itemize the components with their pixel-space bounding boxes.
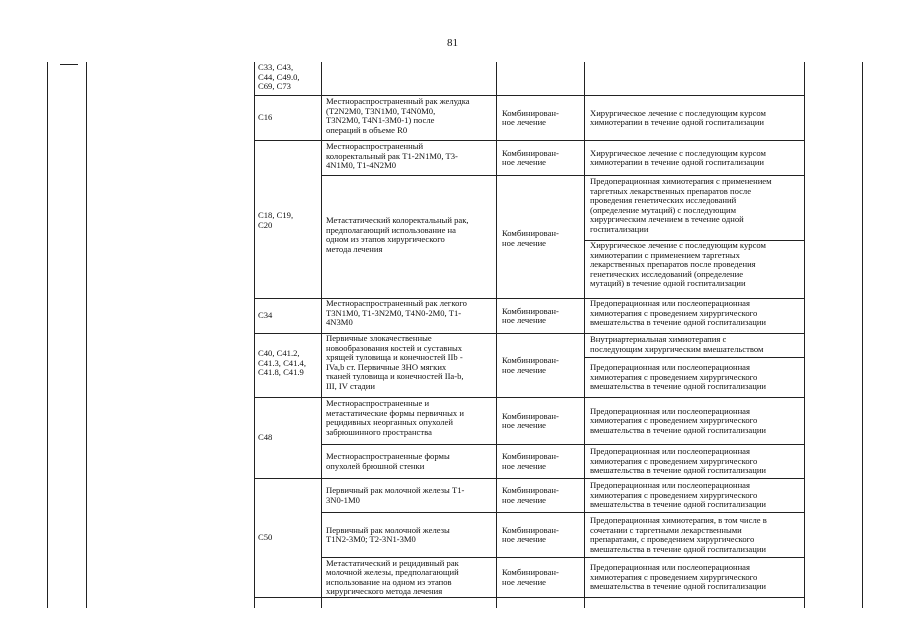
condition-cell: Метастатический и рецидивный рак молочной железы, предполагающий использование на одном из этапов хирургического метода лечения bbox=[326, 558, 459, 596]
treatment-cell: Хирургическое лечение с последующим курсом химиотерапии с применением таргетных лекарственных препаратов после проведения генетических исследований (определение мутаций) в течение одной госпитализации bbox=[590, 241, 766, 288]
condition-cell: Местнораспространенный рак желудка (T2N2M0, T3N1M0, T4N0M0, T3N2M0, T4N1-3M0-1) после операций в объеме R0 bbox=[326, 97, 470, 135]
code-cell: C33, C43, C44, C49.0, C69, C73 bbox=[258, 63, 300, 91]
condition-cell: Первичные злокачественные новообразования костей и суставных хрящей туловища и конечностей IIb - IVa,b ст. Первичные ЗНО мягких тканей туловища и конечностей IIa-b, III, IV стадии bbox=[326, 334, 464, 391]
condition-cell: Первичный рак молочной железы T1N2-3M0; T2-3N1-3M0 bbox=[326, 524, 450, 544]
page-number: 81 bbox=[447, 37, 458, 49]
treatment-type-cell: Комбинирован- ное лечение bbox=[502, 355, 559, 375]
treatment-type-cell: Комбинирован- ное лечение bbox=[502, 451, 559, 471]
code-cell: C40, C41.2, C41.3, C41.4, C41.8, C41.9 bbox=[258, 349, 306, 377]
code-cell: C48 bbox=[258, 432, 273, 443]
code-cell: C50 bbox=[258, 532, 273, 543]
treatment-cell: Хирургическое лечение с последующим курсом химиотерапии в течение одной госпитализации bbox=[590, 147, 766, 167]
code-cell: C34 bbox=[258, 310, 273, 321]
treatment-type-cell: Комбинирован- ное лечение bbox=[502, 567, 559, 587]
treatment-cell: Хирургическое лечение с последующим курсом химиотерапии в течение одной госпитализации bbox=[590, 107, 766, 127]
treatment-type-cell: Комбинирован- ное лечение bbox=[502, 485, 559, 505]
treatment-cell: Предоперационная химиотерапия с применением таргетных лекарственных препаратов после проведения генетических исследований (определение мутаций) с последующим хирургическим лечением в течение одной госпитализации bbox=[590, 177, 772, 234]
code-cell: C16 bbox=[258, 112, 273, 123]
treatment-cell: Предоперационная или послеоперационная химиотерапия с проведением хирургического вмешательства в течение одной госпитализации bbox=[590, 446, 767, 476]
treatment-type-cell: Комбинирован- ное лечение bbox=[502, 107, 559, 127]
treatment-cell: Предоперационная или послеоперационная химиотерапия с проведением хирургического вмешательства в течение одной госпитализации bbox=[590, 562, 767, 592]
treatment-type-cell: Комбинирован- ное лечение bbox=[502, 524, 559, 544]
treatment-type-cell: Комбинирован- ное лечение bbox=[502, 305, 559, 325]
treatment-cell: Предоперационная или послеоперационная химиотерапия с проведением хирургического вмешательства в течение одной госпитализации bbox=[590, 405, 767, 435]
condition-cell: Первичный рак молочной железы T1- 3N0-1M0 bbox=[326, 485, 465, 505]
condition-cell: Местнораспространенный колоректальный рак T1-2N1M0, T3- 4N1M0, T1-4N2M0 bbox=[326, 142, 458, 170]
condition-cell: Метастатический колоректальный рак, предполагающий использование на одном из этапов хирургического метода лечения bbox=[326, 216, 469, 254]
treatment-type-cell: Комбинирован- ное лечение bbox=[502, 229, 559, 248]
treatment-type-cell: Комбинирован- ное лечение bbox=[502, 410, 559, 430]
treatment-cell: Внутриартериальная химиотерапия с последующим хирургическим вмешательством bbox=[590, 335, 764, 354]
treatment-cell: Предоперационная или послеоперационная химиотерапия с проведением хирургического вмешательства в течение одной госпитализации bbox=[590, 362, 767, 392]
condition-cell: Местнораспространенные и метастатические формы первичных и рецидивных неорганных опухолей забрюшинного пространства bbox=[326, 399, 464, 437]
treatment-cell: Предоперационная или послеоперационная химиотерапия с проведением хирургического вмешательства в течение одной госпитализации bbox=[590, 480, 767, 510]
condition-cell: Местнораспространенный рак легкого T3N1M0, T1-3N2M0, T4N0-2M0, T1- 4N3M0 bbox=[326, 299, 467, 327]
treatment-cell: Предоперационная или послеоперационная химиотерапия с проведением хирургического вмешательства в течение одной госпитализации bbox=[590, 299, 767, 327]
treatment-cell: Предоперационная химиотерапия, в том числе в сочетании с таргетными лекарственными препаратами, с проведением хирургического вмешательства в течение одной госпитализации bbox=[590, 515, 767, 554]
code-cell: C18, C19, C20 bbox=[258, 211, 294, 230]
condition-cell: Местнораспространенные формы опухолей брюшной стенки bbox=[326, 451, 450, 471]
treatment-type-cell: Комбинирован- ное лечение bbox=[502, 147, 559, 167]
